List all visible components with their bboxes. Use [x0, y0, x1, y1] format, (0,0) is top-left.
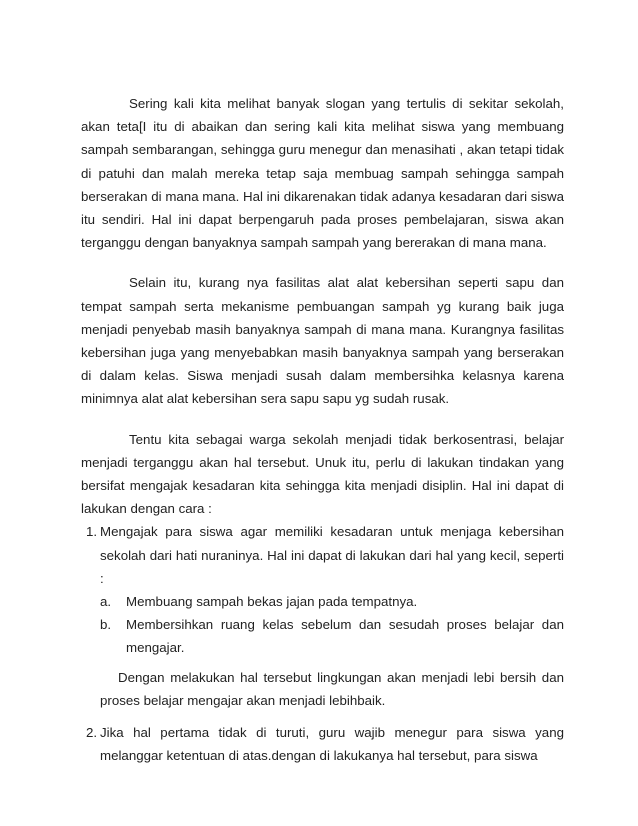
paragraph-2: Selain itu, kurang nya fasilitas alat alat kebersihan seperti sapu dan tempat sampah serta mekanisme pembuangan sampah yg kurang baik juga menjadi penyebab masih banyaknya sampah di mana mana. Kurangnya fasilitas kebersihan juga yang menyebabkan masih banyaknya sampah yang berserakan di dalam kelas. Siswa menjadi susah dalam membersihka kelasnya karena minimnya alat alat kebersihan sera sapu sapu yg sudah rusak.	[81, 275, 564, 407]
action-list	[81, 520, 564, 767]
paragraph-1: Sering kali kita melihat banyak slogan yang tertulis di sekitar sekolah, akan teta[I itu di abaikan dan sering kali kita melihat siswa yang membuang sampah sembarangan, sehingga guru menegur dan menasihati , akan tetapi tidak di patuhi dan malah mereka tetap saja membuag sampah sehingga sampah berserakan di mana mana. Hal ini dikarenakan tidak adanya kesadaran dari siswa itu sendiri. Hal ini dapat berpengaruh pada proses pembelajaran, siswa akan terganggu dengan banyaknya sampah sampah yang bererakan di mana mana.	[81, 96, 564, 251]
sub-list-text: Membersihkan ruang kelas sebelum dan sesudah proses belajar dan mengajar.	[126, 617, 564, 656]
document-body	[81, 92, 564, 767]
list-number: 2.	[86, 725, 98, 741]
list-item-2	[81, 721, 564, 767]
sub-list-item-a	[100, 590, 564, 613]
sub-list-letter: a.	[100, 594, 112, 610]
sub-list-item-b	[100, 613, 564, 659]
list-item-note: Dengan melakukan hal tersebut lingkungan akan menjadi lebi bersih dan proses belajar mengajar akan menjadi lebihbaik.	[100, 669, 564, 708]
sub-list-text: Membuang sampah bekas jajan pada tempatnya.	[126, 594, 418, 610]
sub-list-letter: b.	[100, 617, 112, 633]
list-item-text: Mengajak para siswa agar memiliki kesadaran untuk menjaga kebersihan sekolah dari hati nuraninya. Hal ini dapat di lakukan dari hal yang kecil, seperti :	[100, 524, 564, 586]
list-number: 1.	[86, 524, 98, 540]
paragraph-3: Tentu kita sebagai warga sekolah menjadi tidak berkosentrasi, belajar menjadi terganggu akan hal tersebut. Unuk itu, perlu di lakukan tindakan yang bersifat mengajak kesadaran kita sehingga kita menjadi disiplin. Hal ini dapat di lakukan dengan cara :	[81, 431, 564, 517]
list-item-text: Jika hal pertama tidak di turuti, guru wajib menegur para siswa yang melanggar ketentuan di atas.dengan di lakukanya hal tersebut, para siswa	[100, 725, 564, 764]
list-item-1	[81, 520, 564, 712]
sub-list	[100, 590, 564, 660]
list-spacer	[81, 712, 564, 721]
